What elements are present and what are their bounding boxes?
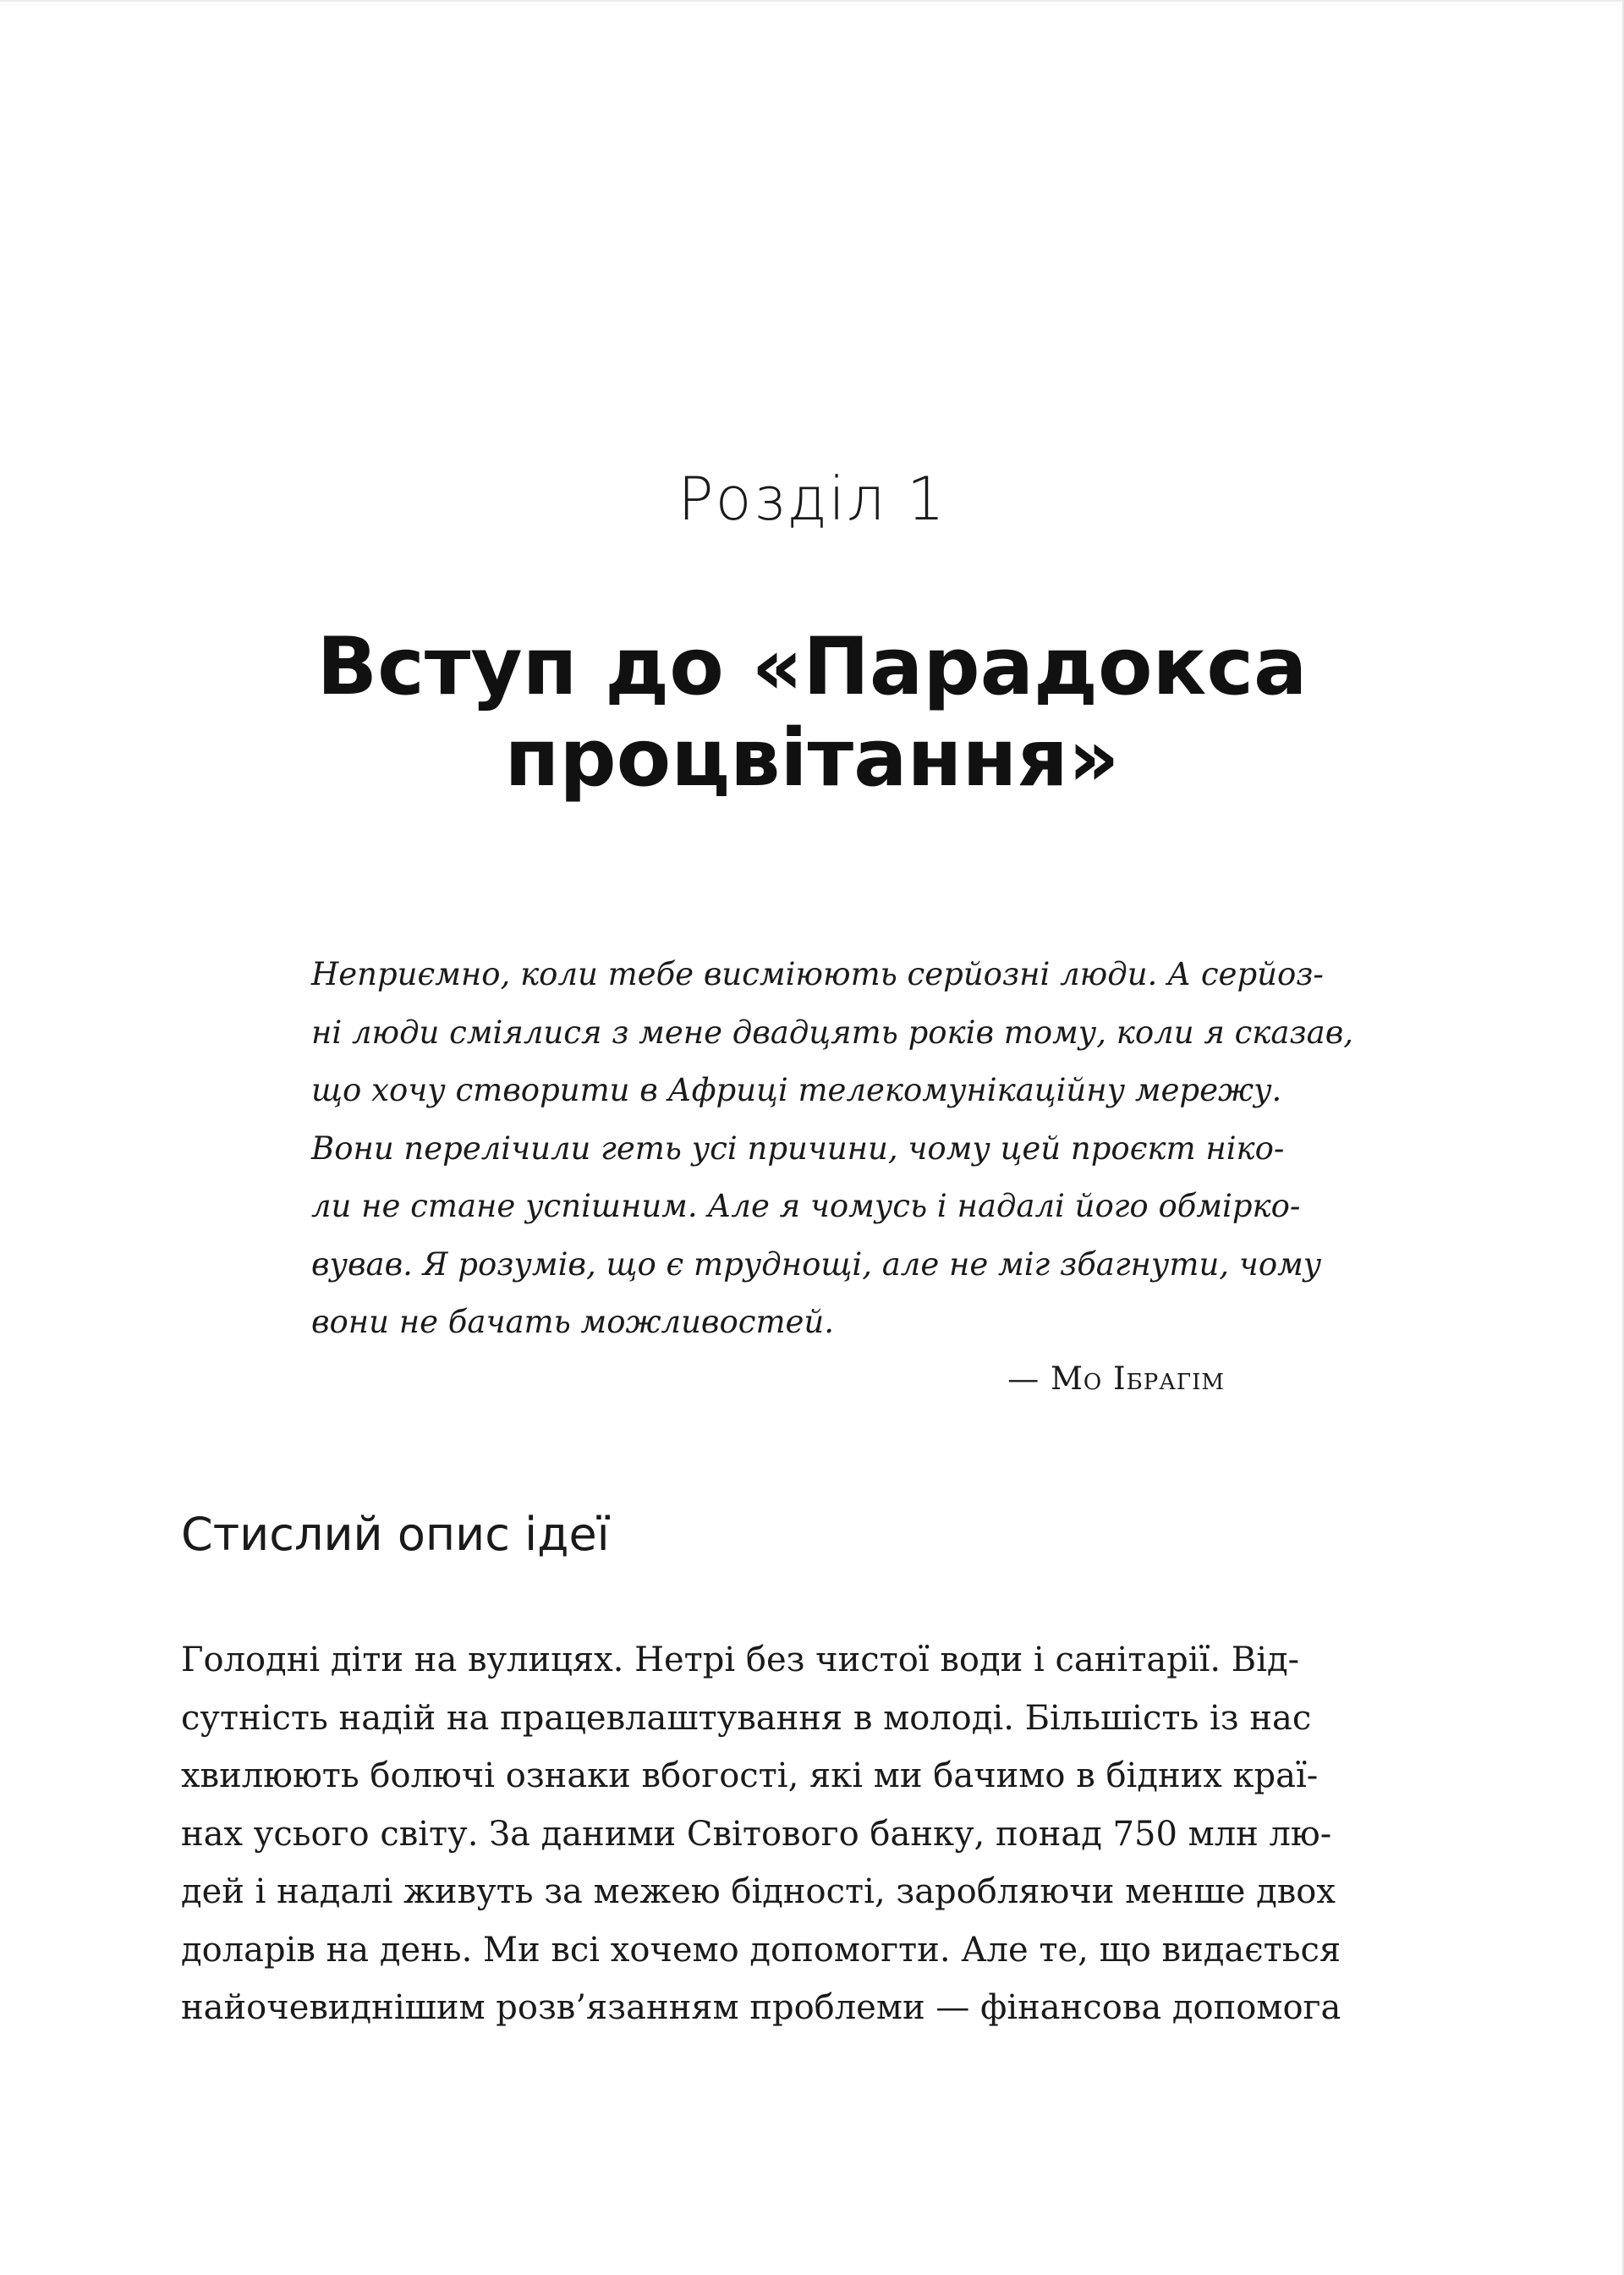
page-edge-top <box>0 0 1624 2</box>
body-paragraph <box>181 1631 1365 2037</box>
body-line: сутність надій на працевлаштування в молоді. Більшість із нас <box>181 1698 1312 1738</box>
epigraph-line: Вони перелічили геть усі причини, чому цей проєкт ніко- <box>311 1129 1285 1167</box>
body-line: Голодні діти на вулицях. Нетрі без чистої води і санітарії. Від- <box>181 1640 1300 1679</box>
body-line: найочевиднішим розв’язанням проблеми — фінансова допомога <box>181 1988 1341 2027</box>
chapter-label: Розділ 1 <box>678 464 946 534</box>
epigraph-author: — Мо Ібрагім <box>1007 1360 1225 1397</box>
body-line: дей і надалі живуть за межею бідності, заробляючи менше двох <box>181 1872 1336 1911</box>
chapter-title-line: Вступ до «Парадокса <box>316 621 1308 713</box>
chapter-title-line: процвітання» <box>504 712 1120 805</box>
chapter-title <box>169 622 1455 805</box>
body-line: хвилюють болючі ознаки вбогості, які ми бачимо в бідних краї- <box>181 1756 1319 1795</box>
epigraph-line: ні люди сміялися з мене двадцять років тому, коли я сказав, <box>311 1014 1353 1051</box>
epigraph-line: вував. Я розумів, що є труднощі, але не міг збагнути, чому <box>311 1245 1322 1283</box>
epigraph-line: що хочу створити в Африці телекомунікаційну мережу. <box>311 1072 1282 1108</box>
epigraph-quote <box>311 946 1353 1352</box>
epigraph-line: ли не стане успішним. Але я чомусь і надалі його обмірко- <box>311 1188 1301 1224</box>
body-line: нах усього світу. За даними Світового банку, понад 750 млн лю- <box>181 1814 1332 1854</box>
body-line: доларів на день. Ми всі хочемо допомогти. Але те, що видається <box>181 1930 1341 1970</box>
epigraph-line: вони не бачать можливостей. <box>311 1304 835 1340</box>
section-heading: Стислий опис ідеї <box>181 1508 610 1561</box>
epigraph-line: Неприємно, коли тебе висміюють серйозні люди. А серйоз- <box>311 956 1324 992</box>
